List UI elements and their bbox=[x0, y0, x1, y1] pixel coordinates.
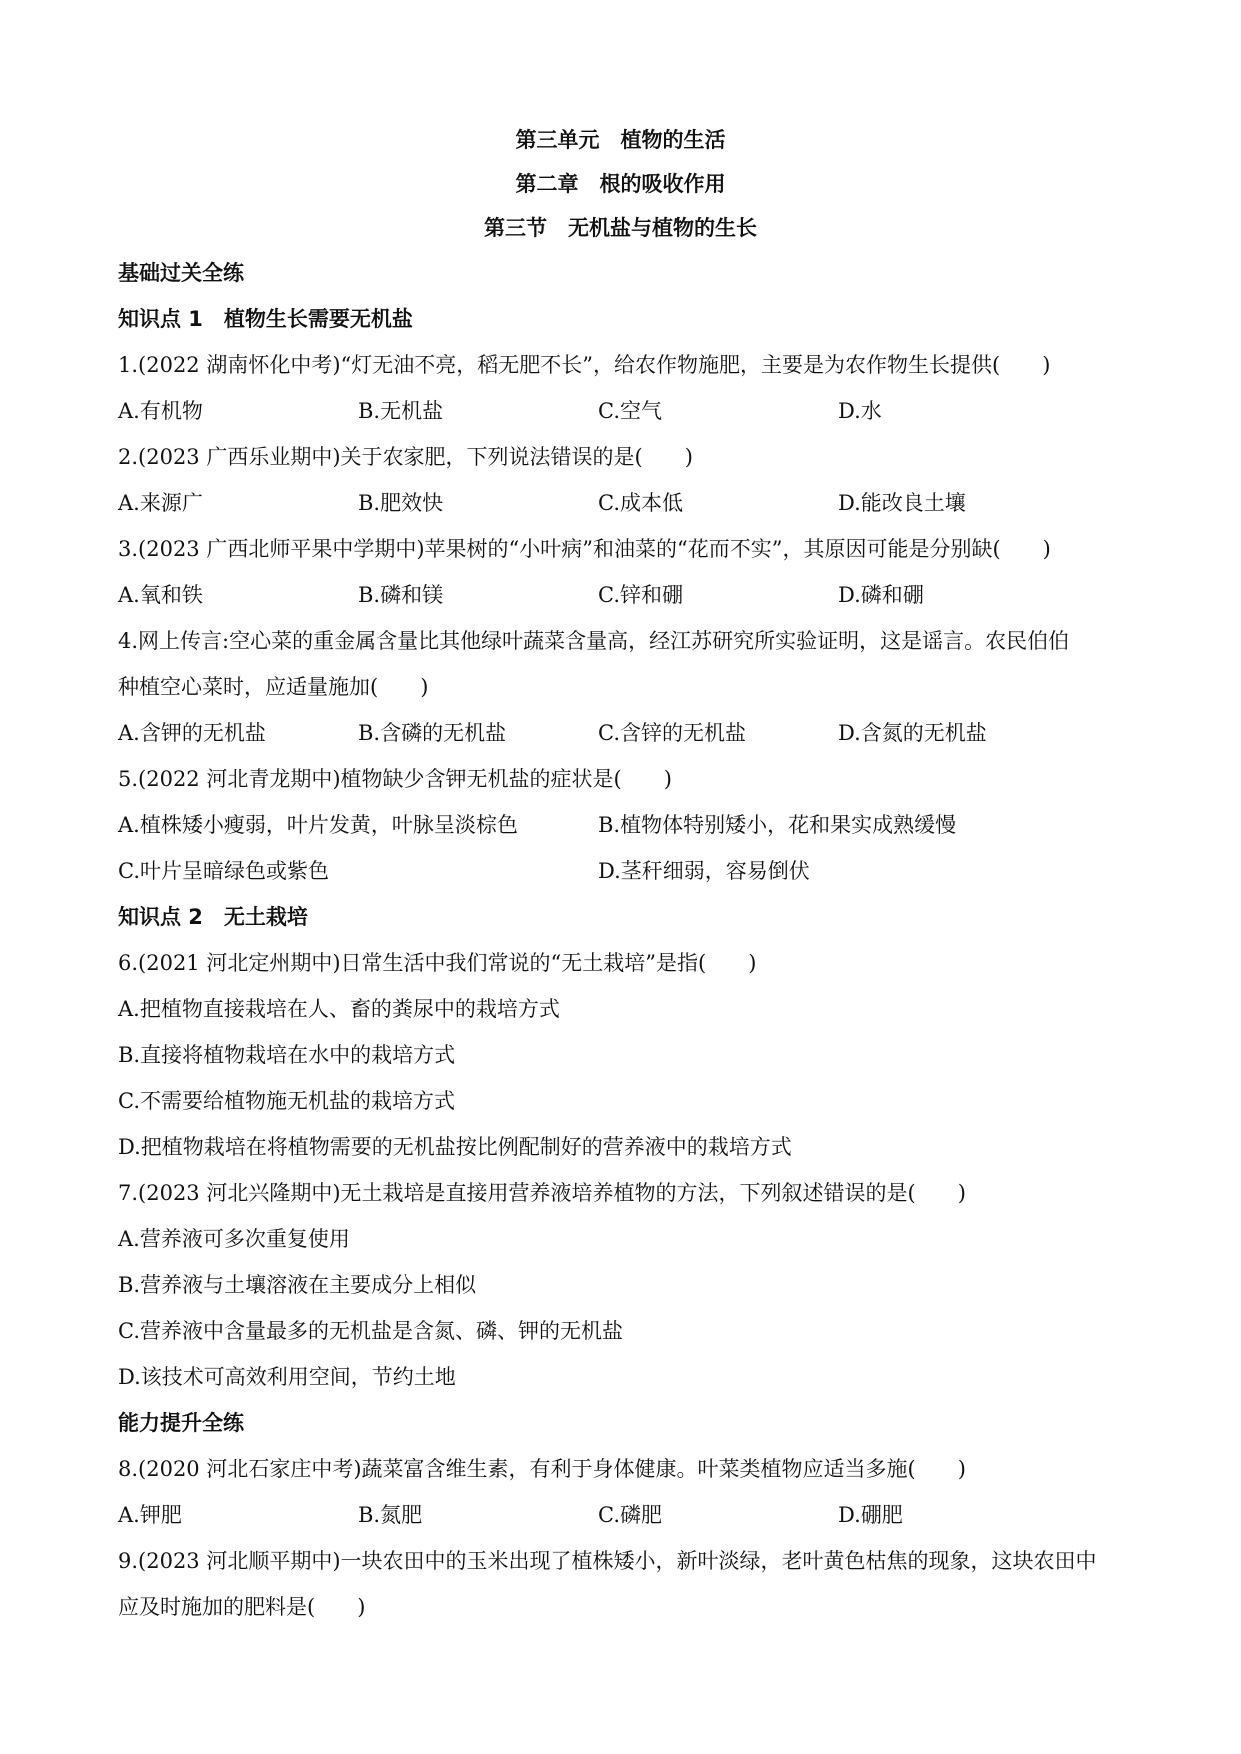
option-d: D.磷和硼 bbox=[838, 583, 924, 607]
option-a: A.植株矮小瘦弱，叶片发黄，叶脉呈淡棕色 bbox=[118, 813, 518, 837]
option-b: B.无机盐 bbox=[358, 399, 444, 423]
option-c: C.锌和硼 bbox=[598, 583, 683, 607]
option-b: B.氮肥 bbox=[358, 1503, 423, 1527]
question-6-stem: 6.(2021 河北定州期中)日常生活中我们常说的“无土栽培”是指( ) bbox=[118, 951, 757, 975]
knowledge-point-1-heading: 知识点 1 植物生长需要无机盐 bbox=[118, 307, 413, 331]
option-c: C.营养液中含量最多的无机盐是含氮、磷、钾的无机盐 bbox=[118, 1319, 623, 1343]
option-c: C.含锌的无机盐 bbox=[598, 721, 746, 745]
option-b: B.植物体特别矮小，花和果实成熟缓慢 bbox=[598, 813, 957, 837]
option-c: C.不需要给植物施无机盐的栽培方式 bbox=[118, 1089, 455, 1113]
question-4-stem-line-1: 4.网上传言:空心菜的重金属含量比其他绿叶蔬菜含量高，经江苏研究所实验证明，这是谣言。农民伯伯 bbox=[118, 629, 1070, 653]
option-a: A.含钾的无机盐 bbox=[118, 721, 266, 745]
option-d: D.硼肥 bbox=[838, 1503, 903, 1527]
question-1-stem: 1.(2022 湖南怀化中考)“灯无油不亮，稻无肥不长”，给农作物施肥，主要是为农作物生长提供( ) bbox=[118, 353, 1051, 377]
advanced-practice-heading: 能力提升全练 bbox=[118, 1411, 244, 1435]
option-d: D.茎秆细弱，容易倒伏 bbox=[598, 859, 810, 883]
option-d: D.含氮的无机盐 bbox=[838, 721, 987, 745]
option-c: C.叶片呈暗绿色或紫色 bbox=[118, 859, 329, 883]
question-1-options bbox=[118, 388, 1123, 434]
option-a: A.有机物 bbox=[118, 399, 203, 423]
option-d: D.水 bbox=[838, 399, 882, 423]
option-d: D.把植物栽培在将植物需要的无机盐按比例配制好的营养液中的栽培方式 bbox=[118, 1135, 792, 1159]
option-b: B.含磷的无机盐 bbox=[358, 721, 507, 745]
basic-practice-heading: 基础过关全练 bbox=[118, 261, 244, 285]
option-b: B.肥效快 bbox=[358, 491, 444, 515]
question-8-options bbox=[118, 1492, 1123, 1538]
option-c: C.成本低 bbox=[598, 491, 683, 515]
option-a: A.营养液可多次重复使用 bbox=[118, 1227, 350, 1251]
knowledge-point-2-heading: 知识点 2 无土栽培 bbox=[118, 905, 308, 929]
question-4-options bbox=[118, 710, 1123, 756]
question-5-options-row-1 bbox=[118, 802, 1123, 848]
option-c: C.空气 bbox=[598, 399, 662, 423]
question-4-stem-line-2: 种植空心菜时，应适量施加( ) bbox=[118, 675, 429, 699]
question-3-stem: 3.(2023 广西北师平果中学期中)苹果树的“小叶病”和油菜的“花而不实”，其原因可能是分别缺( ) bbox=[118, 537, 1051, 561]
option-a: A.氧和铁 bbox=[118, 583, 203, 607]
option-a: A.把植物直接栽培在人、畜的粪尿中的栽培方式 bbox=[118, 997, 560, 1021]
option-b: B.直接将植物栽培在水中的栽培方式 bbox=[118, 1043, 456, 1067]
question-5-stem: 5.(2022 河北青龙期中)植物缺少含钾无机盐的症状是( ) bbox=[118, 767, 672, 791]
option-b: B.营养液与土壤溶液在主要成分上相似 bbox=[118, 1273, 477, 1297]
option-d: D.能改良土壤 bbox=[838, 491, 966, 515]
chapter-title: 第二章 根的吸收作用 bbox=[515, 172, 726, 196]
question-2-options bbox=[118, 480, 1123, 526]
option-a: A.钾肥 bbox=[118, 1503, 182, 1527]
section-title: 第三节 无机盐与植物的生长 bbox=[484, 216, 757, 240]
option-b: B.磷和镁 bbox=[358, 583, 444, 607]
unit-title: 第三单元 植物的生活 bbox=[515, 128, 726, 152]
question-8-stem: 8.(2020 河北石家庄中考)蔬菜富含维生素，有利于身体健康。叶菜类植物应适当多施( ) bbox=[118, 1457, 966, 1481]
question-9-stem-line-1: 9.(2023 河北顺平期中)一块农田中的玉米出现了植株矮小，新叶淡绿，老叶黄色枯焦的现象，这块农田中 bbox=[118, 1549, 1097, 1573]
option-d: D.该技术可高效利用空间，节约土地 bbox=[118, 1365, 456, 1389]
question-9-stem-line-2: 应及时施加的肥料是( ) bbox=[118, 1595, 366, 1619]
question-5-options-row-2 bbox=[118, 848, 1123, 894]
option-a: A.来源广 bbox=[118, 491, 203, 515]
option-c: C.磷肥 bbox=[598, 1503, 662, 1527]
question-3-options bbox=[118, 572, 1123, 618]
question-7-stem: 7.(2023 河北兴隆期中)无土栽培是直接用营养液培养植物的方法，下列叙述错误的是( ) bbox=[118, 1181, 966, 1205]
question-2-stem: 2.(2023 广西乐业期中)关于农家肥，下列说法错误的是( ) bbox=[118, 445, 693, 469]
